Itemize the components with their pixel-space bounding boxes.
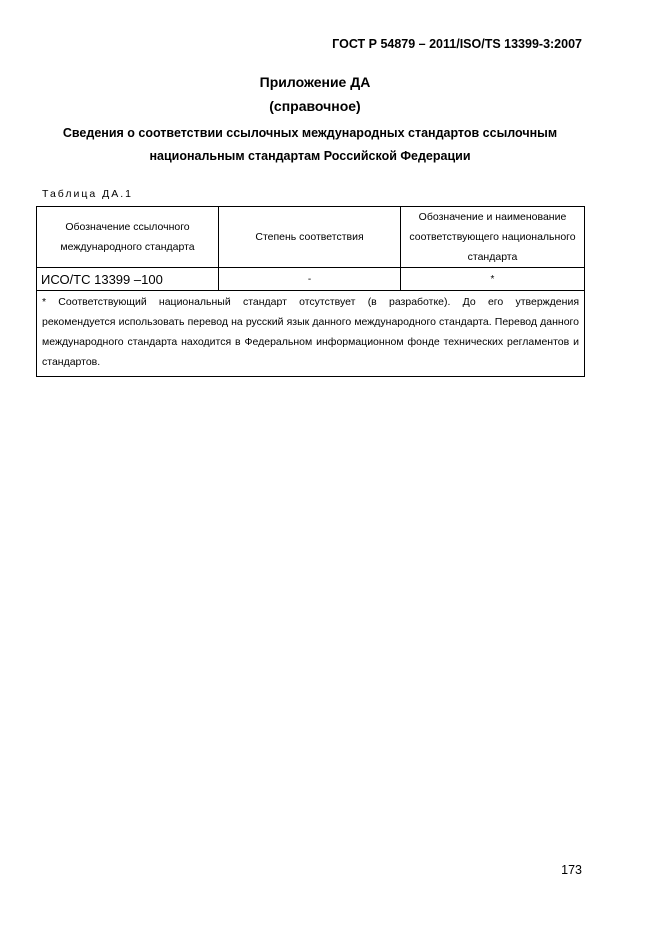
table-footnote xyxy=(37,291,585,377)
cell-degree: - xyxy=(219,268,401,291)
page-number: 173 xyxy=(561,863,582,877)
header-cell-international-standard: Обозначение ссылочного международного стандарта xyxy=(37,207,219,268)
header-cell-degree: Степень соответствия xyxy=(219,207,401,268)
annex-heading-line-2: национальным стандартам Российской Федерации xyxy=(149,149,471,163)
cell-international-standard: ИСО/ТС 13399 –100 xyxy=(37,268,219,291)
footnote-first-line: * Соответствующий национальный стандарт отсутствует (в разработке). До его утверждения xyxy=(42,296,579,308)
document-standard-code: ГОСТ Р 54879 – 2011/ISO/TS 13399-3:2007 xyxy=(332,37,582,51)
annex-heading-line-1: Сведения о соответствии ссылочных международных стандартов ссылочным xyxy=(62,126,558,140)
annex-heading xyxy=(36,122,584,168)
table-caption: Таблица ДА.1 xyxy=(42,188,133,200)
table-note-row xyxy=(37,291,585,377)
annex-type: (справочное) xyxy=(269,98,361,114)
table-row xyxy=(37,268,585,291)
footnote-text: рекомендуется использовать перевод на русский язык данного международного стандарта. Перевод данного международного стандарта находится в Федеральном информационном фонде технических регламентов и стандартов. xyxy=(42,316,579,368)
cell-national-standard: * xyxy=(401,268,585,291)
header-cell-national-standard: Обозначение и наименование соответствующего национального стандарта xyxy=(401,207,585,268)
annex-title: Приложение ДА xyxy=(259,74,371,90)
correspondence-table xyxy=(36,206,585,377)
table-header-row xyxy=(37,207,585,268)
